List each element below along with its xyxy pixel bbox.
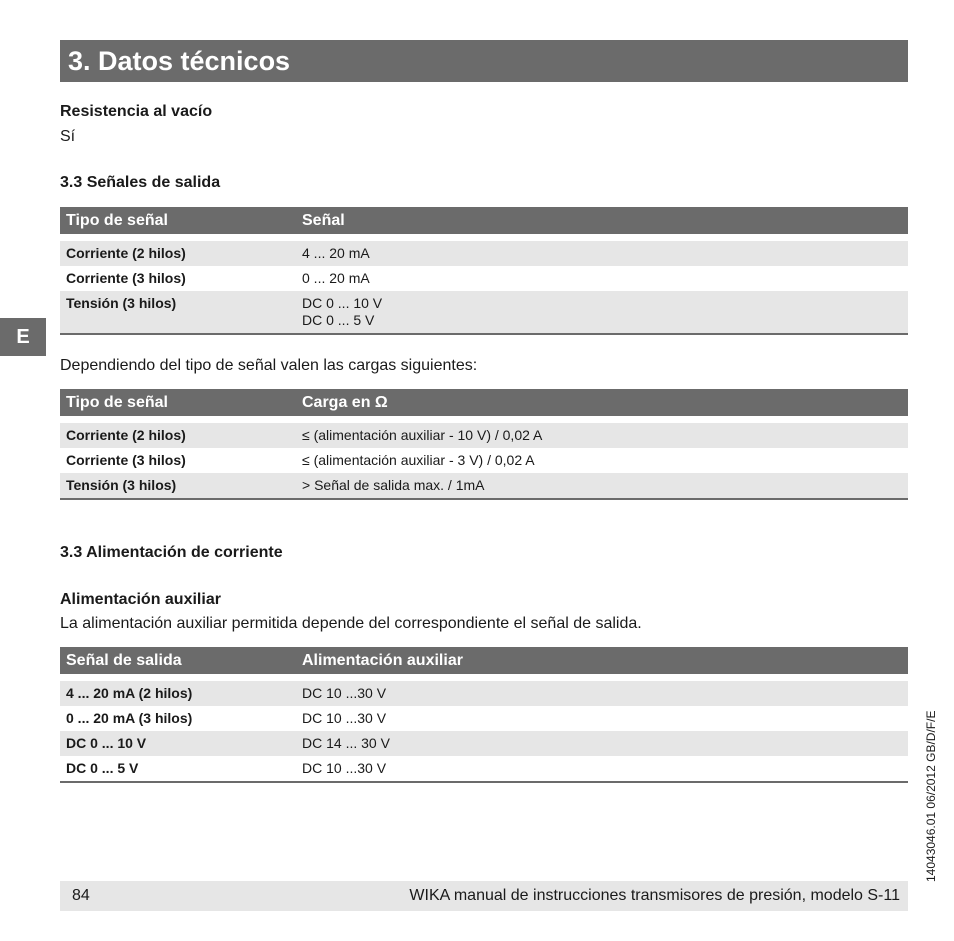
cell-value-line: DC 0 ... 5 V: [302, 312, 375, 328]
column-header: Carga en Ω: [302, 394, 388, 411]
vacuum-heading: Resistencia al vacío: [60, 103, 213, 120]
cell-type: 4 ... 20 mA (2 hilos): [66, 685, 193, 701]
page-footer: [60, 881, 908, 911]
table-header: [60, 389, 908, 416]
table-row: [60, 731, 908, 756]
cell-value: 4 ... 20 mA: [302, 245, 370, 261]
table-row: [60, 681, 908, 706]
cell-type: Corriente (3 hilos): [66, 270, 186, 286]
page-title: 3. Datos técnicos: [60, 40, 908, 82]
column-header: Tipo de señal: [66, 212, 168, 229]
table-row: [60, 473, 908, 498]
table-header: [60, 207, 908, 234]
cell-type: Tensión (3 hilos): [66, 295, 177, 311]
output-signals-heading: 3.3 Señales de salida: [60, 174, 221, 191]
cell-value-line: DC 0 ... 10 V: [302, 295, 383, 311]
cell-type: DC 0 ... 10 V: [66, 735, 147, 751]
language-tab: E: [0, 318, 46, 356]
column-header: Señal: [302, 212, 345, 229]
vacuum-value: Sí: [60, 128, 76, 145]
column-header: Tipo de señal: [66, 394, 168, 411]
output-signals-table: [60, 207, 908, 335]
document-code: 14043046.01 06/2012 GB/D/F/E: [924, 710, 938, 882]
cell-type: Tensión (3 hilos): [66, 477, 177, 493]
cell-value: DC 14 ... 30 V: [302, 735, 390, 751]
cell-value: 0 ... 20 mA: [302, 270, 370, 286]
cell-type: Corriente (3 hilos): [66, 452, 186, 468]
cell-type: 0 ... 20 mA (3 hilos): [66, 710, 193, 726]
table-row: [60, 756, 908, 781]
cell-value: > Señal de salida max. / 1mA: [302, 477, 485, 493]
power-heading: 3.3 Alimentación de corriente: [60, 544, 283, 561]
page-number: 84: [72, 887, 90, 904]
power-sub-heading: Alimentación auxiliar: [60, 591, 221, 608]
cell-value: ≤ (alimentación auxiliar - 10 V) / 0,02 A: [302, 427, 543, 443]
table-row: [60, 706, 908, 731]
footer-text: WIKA manual de instrucciones transmisores de presión, modelo S-11: [409, 887, 900, 904]
table-row: [60, 448, 908, 473]
table-row: [60, 291, 908, 333]
column-header: Alimentación auxiliar: [302, 652, 463, 669]
cell-value: DC 10 ...30 V: [302, 685, 387, 701]
cell-value: DC 10 ...30 V: [302, 710, 387, 726]
load-table: [60, 389, 908, 500]
cell-value: ≤ (alimentación auxiliar - 3 V) / 0,02 A: [302, 452, 535, 468]
cell-type: DC 0 ... 5 V: [66, 760, 139, 776]
cell-type: Corriente (2 hilos): [66, 245, 186, 261]
power-description: La alimentación auxiliar permitida depende del correspondiente el señal de salida.: [60, 615, 642, 632]
column-header: Señal de salida: [66, 652, 182, 669]
power-table: [60, 647, 908, 783]
table-row: [60, 241, 908, 266]
cell-type: Corriente (2 hilos): [66, 427, 186, 443]
cell-value: [302, 295, 382, 329]
table-row: [60, 266, 908, 291]
cell-value: DC 10 ...30 V: [302, 760, 387, 776]
load-note: Dependiendo del tipo de señal valen las cargas siguientes:: [60, 357, 478, 374]
table-header: [60, 647, 908, 674]
table-row: [60, 423, 908, 448]
